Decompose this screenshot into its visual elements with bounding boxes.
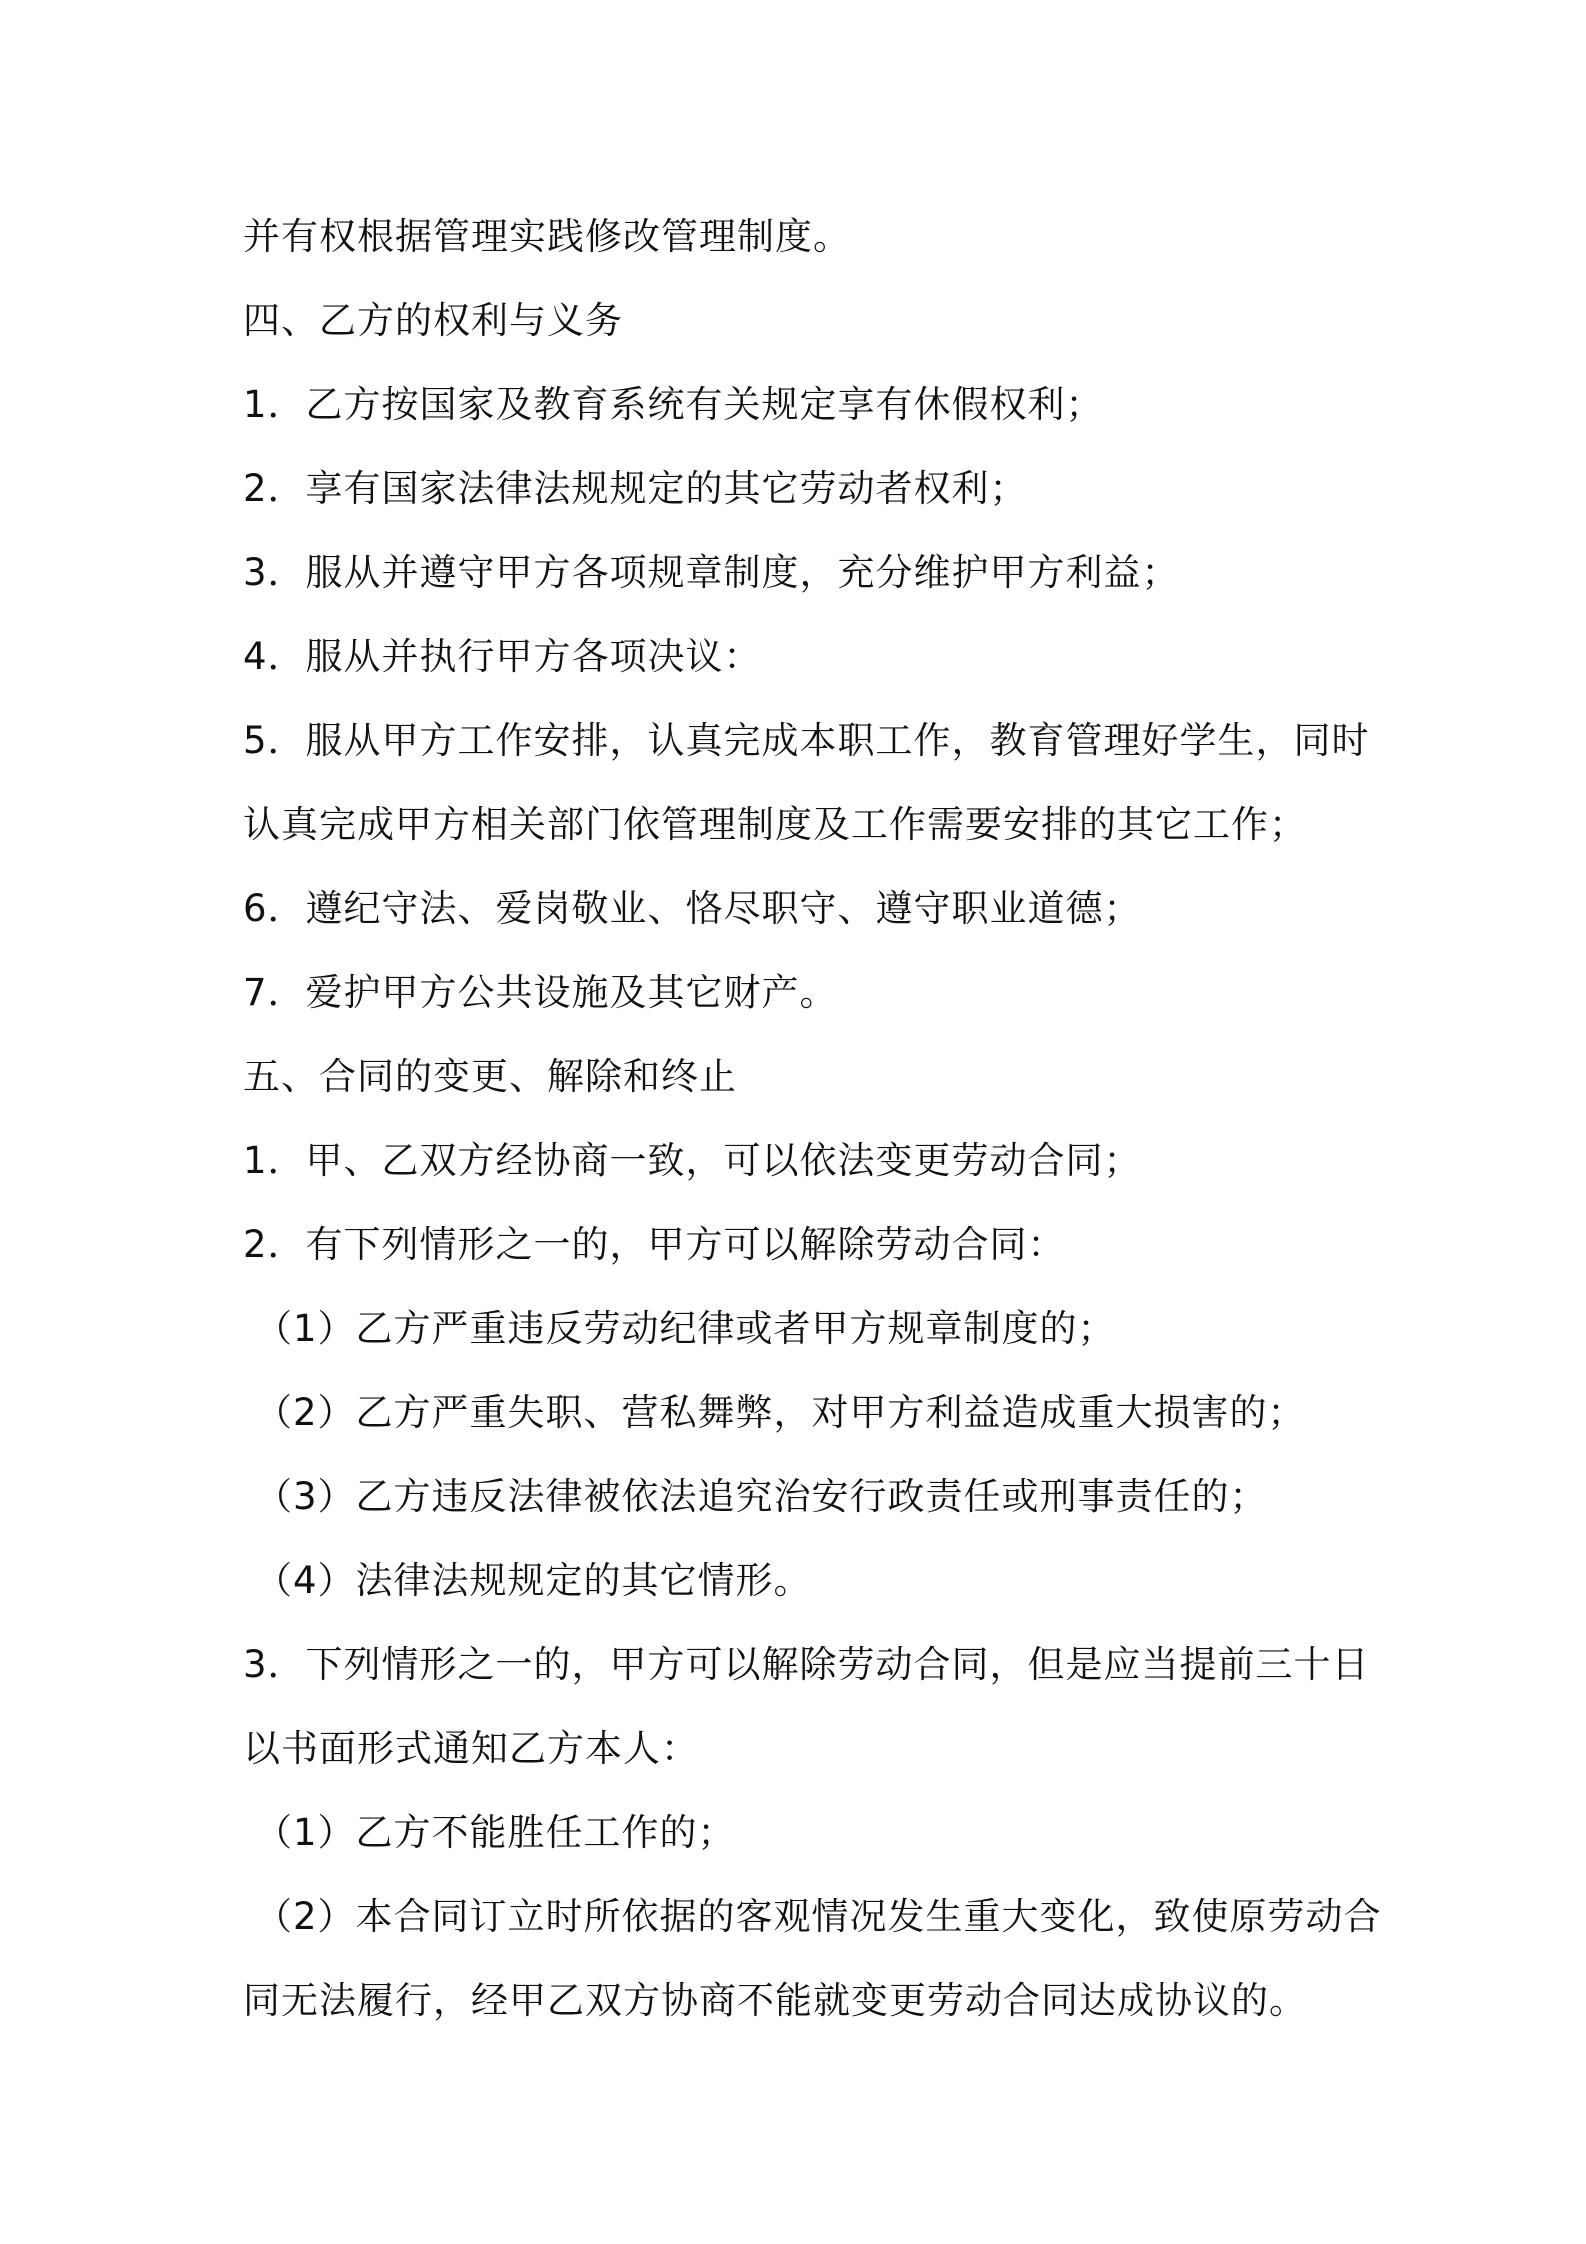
list-item: 3．下列情形之一的，甲方可以解除劳动合同，但是应当提前三十日 (243, 1643, 1370, 1686)
sub-list-item: （1）乙方严重违反劳动纪律或者甲方规章制度的； (255, 1307, 1116, 1350)
list-item: 3．服从并遵守甲方各项规章制度，充分维护甲方利益； (243, 551, 1180, 594)
sub-list-item: （1）乙方不能胜任工作的； (255, 1811, 736, 1854)
list-item: 2．有下列情形之一的，甲方可以解除劳动合同： (243, 1223, 1066, 1266)
section-heading: 四、乙方的权利与义务 (243, 299, 623, 342)
sub-list-item: （3）乙方违反法律被依法追究治安行政责任或刑事责任的； (255, 1475, 1268, 1518)
paragraph-line: 认真完成甲方相关部门依管理制度及工作需要安排的其它工作； (243, 803, 1307, 846)
document-page (243, 195, 1382, 2043)
sub-list-item: （4）法律法规规定的其它情形。 (255, 1559, 812, 1602)
list-item: 7．爱护甲方公共设施及其它财产。 (243, 971, 838, 1014)
list-item: 6．遵纪守法、爱岗敬业、恪尽职守、遵守职业道德； (243, 887, 1142, 930)
list-item: 5．服从甲方工作安排，认真完成本职工作，教育管理好学生，同时 (243, 719, 1370, 762)
list-item: 4．服从并执行甲方各项决议： (243, 635, 762, 678)
list-item: 2．享有国家法律法规规定的其它劳动者权利； (243, 467, 1028, 510)
sub-list-item: （2）本合同订立时所依据的客观情况发生重大变化，致使原劳动合 (255, 1895, 1382, 1938)
list-item: 1．甲、乙双方经协商一致，可以依法变更劳动合同； (243, 1139, 1142, 1182)
paragraph-line: 以书面形式通知乙方本人： (243, 1727, 699, 1770)
list-item: 1．乙方按国家及教育系统有关规定享有休假权利； (243, 383, 1104, 426)
paragraph-line: 同无法履行，经甲乙双方协商不能就变更劳动合同达成协议的。 (243, 1979, 1307, 2022)
section-heading: 五、合同的变更、解除和终止 (243, 1055, 737, 1098)
paragraph-line: 并有权根据管理实践修改管理制度。 (243, 215, 851, 258)
sub-list-item: （2）乙方严重失职、营私舞弊，对甲方利益造成重大损害的； (255, 1391, 1306, 1434)
